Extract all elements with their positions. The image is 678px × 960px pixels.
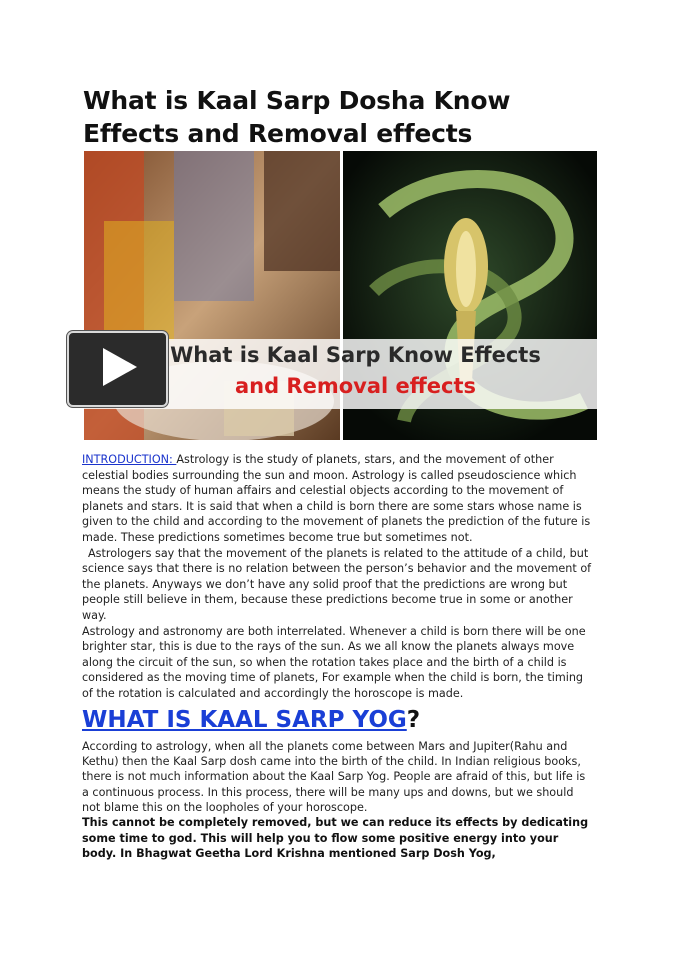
intro-text-1: Astrology is the study of planets, stars, and the movement of other celestial bodies surrounding the sun and moon. Astrology is called pseudoscience which means the study of human affairs and celestial objects according to the movement of planets and stars. It is said that when a child is born there are some stars whose name is given to the child and according to the movement of planets the prediction of the future is made. These predictions sometimes become true but sometimes not.: [82, 453, 591, 544]
introduction-link[interactable]: INTRODUCTION:: [82, 453, 177, 466]
play-icon: [103, 348, 137, 386]
page-title: What is Kaal Sarp Dosha Know Effects and Removal effects: [83, 86, 511, 148]
intro-paragraph-1: [82, 452, 592, 546]
heading-suffix: ?: [406, 707, 421, 733]
section-heading: [82, 705, 420, 735]
yog-paragraph-2: This cannot be completely removed, but we can reduce its effects by dedicating some time to god. This will help you to flow some positive energy into your body. In Bhagwat Geetha Lord Krishna mentioned Sarp Dosh Yog,: [82, 816, 589, 861]
hero-caption-line1: What is Kaal Sarp Know Effects: [170, 343, 541, 367]
video-play-button[interactable]: [67, 331, 168, 407]
intro-section: [82, 452, 592, 702]
kaal-sarp-yog-link[interactable]: WHAT IS KAAL SARP YOG: [82, 707, 407, 733]
intro-paragraph-3: Astrology and astronomy are both interrelated. Whenever a child is born there will be one brighter star, this is due to the rays of the sun. As we all know the planets always move along the circuit of the sun, so when the rotation takes place and the birth of a child is considered as the moving time of planets, For example when the child is born, the timing of the rotation is calculated and accordingly the horoscope is made.: [82, 624, 586, 700]
yog-paragraph-1: According to astrology, when all the planets come between Mars and Jupiter(Rahu and Kethu) then the Kaal Sarp dosh came into the birth of the child. In Indian religious books, there is not much information about the Kaal Sarp Yog. People are afraid of this, but life is a continuous process. In this process, there will be many ups and downs, but we should not blame this on the loopholes of your horoscope.: [82, 740, 586, 814]
hero-caption-line2: and Removal effects: [234, 374, 477, 398]
yog-section: [82, 739, 592, 862]
intro-paragraph-2: Astrologers say that the movement of the planets is related to the attitude of a child, but science says that there is no relation between the person’s behavior and the movement of the planets. Anyways we don’t have any solid proof that the predictions are wrong but people still believe in them, because these predictions become true in some or another way.: [82, 546, 592, 622]
